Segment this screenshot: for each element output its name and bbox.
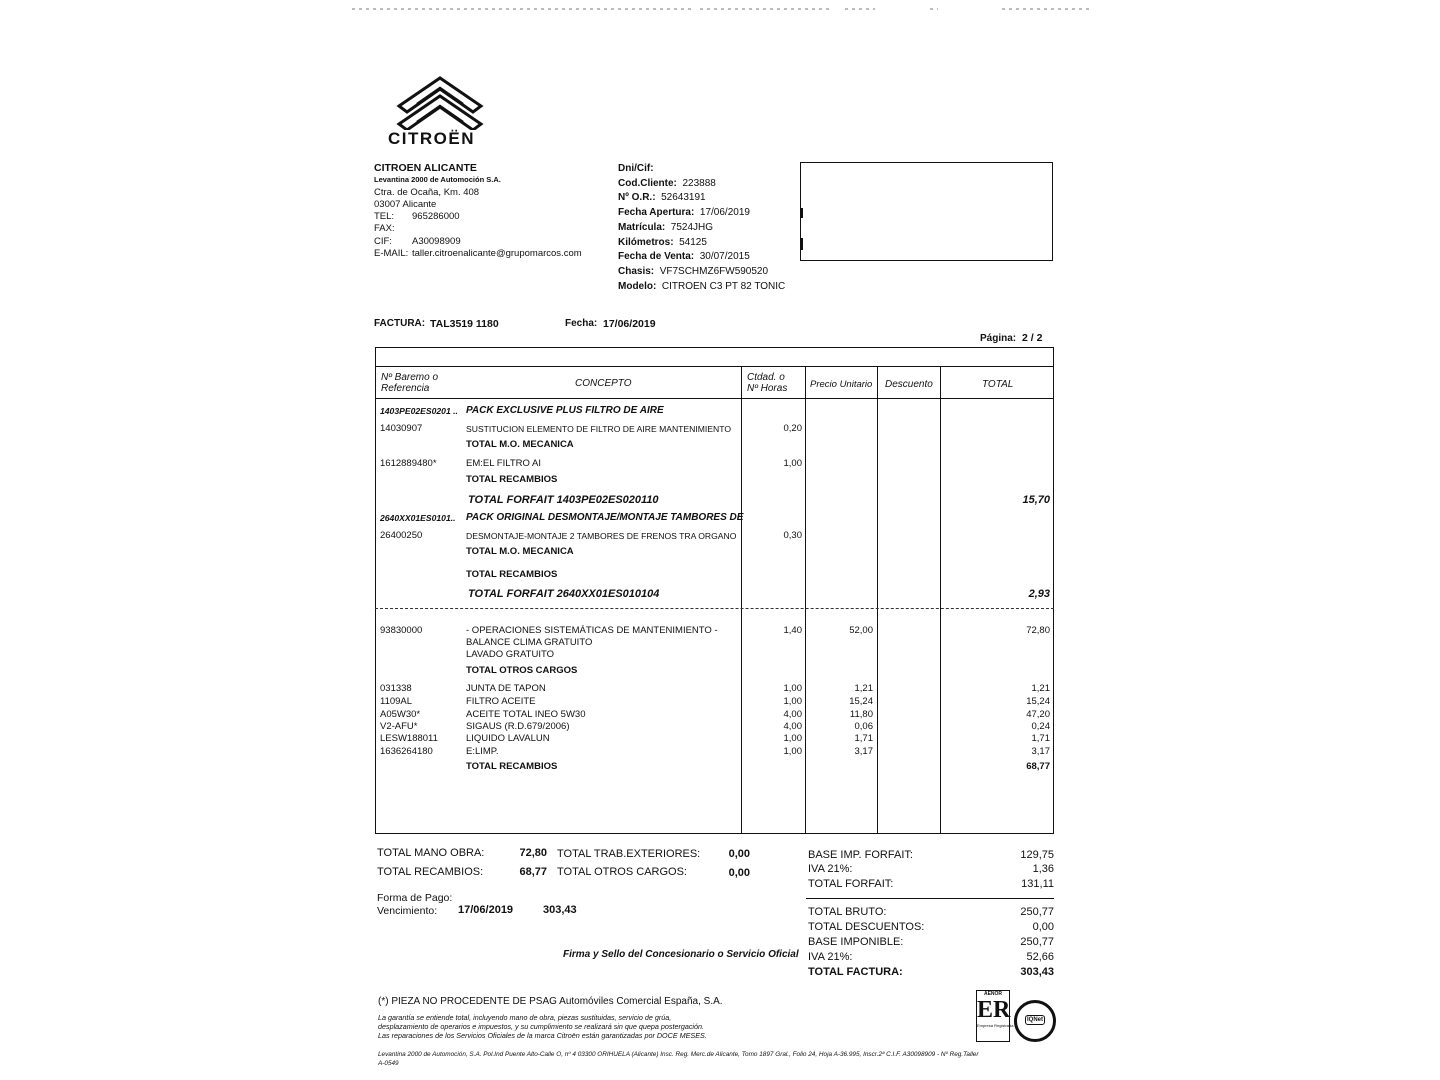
summary-value: 131,11 [1021, 878, 1054, 890]
warranty-line-1: La garantía se entiende total, incluyendo mano de obra, piezas sustituidas, servicio de grúa, [378, 1013, 672, 1022]
summary-label: TOTAL BRUTO: [808, 906, 887, 918]
header-disc: Descuento [885, 379, 933, 390]
client-chasis: Chasis: VF7SCHMZ6FW590520 [618, 265, 769, 277]
client-dni: Dni/Cif: [618, 163, 654, 174]
aenor-er-certificate-icon: AENOR ER Empresa Registrada [976, 990, 1010, 1042]
client-info [618, 162, 785, 294]
row-ref: A05W30* [380, 709, 421, 720]
row-ref: 1612889480* [380, 458, 437, 469]
header-ref: Nº Baremo o Referencia [381, 372, 439, 394]
row-concept: TOTAL RECAMBIOS [466, 474, 558, 485]
col-divider [940, 366, 941, 834]
row-total: 15,70 [1022, 494, 1050, 506]
box-mark [801, 208, 803, 218]
vencimiento-importe: 303,43 [543, 904, 577, 916]
row-total: 1,21 [1031, 683, 1050, 694]
row-concept: TOTAL FORFAIT 2640XX01ES010104 [468, 588, 660, 600]
iqnet-certificate-icon: IQNet [1014, 1000, 1056, 1042]
client-or: Nº O.R.: 52643191 [618, 192, 706, 204]
row-qty: 1,00 [783, 696, 802, 707]
summary-label: BASE IMP. FORFAIT: [808, 849, 913, 861]
row-concept: JUNTA DE TAPON [466, 683, 546, 694]
pagina-label: Página: [980, 333, 1017, 344]
trab-ext-value: 0,00 [728, 848, 750, 860]
row-qty: 0,30 [783, 530, 802, 541]
row-qty: 4,00 [783, 721, 802, 732]
legal-line-2: A-0549 [378, 1060, 399, 1067]
row-concept: TOTAL M.O. MECANICA [466, 546, 574, 557]
col-divider [877, 366, 878, 834]
warranty-line-3: Las reparaciones de los Servicios Oficiales de la marca Citroën están garantizadas por DOCE MESES. [378, 1031, 707, 1040]
row-total: 3,17 [1031, 746, 1050, 757]
summary-label: IVA 21%: [808, 951, 853, 963]
otros-value: 0,00 [728, 867, 750, 879]
trab-ext-label: TOTAL TRAB.EXTERIORES: [557, 848, 701, 860]
row-concept: TOTAL RECAMBIOS [466, 761, 558, 772]
row-ref: 1403PE02ES0201 .. [380, 406, 458, 416]
row-total: 47,20 [1026, 709, 1050, 720]
row-ref: 031338 [380, 683, 412, 694]
row-concept: TOTAL RECAMBIOS [466, 569, 558, 580]
factura-label: FACTURA: [374, 318, 426, 329]
summary-label: IVA 21%: [808, 863, 853, 875]
row-qty: 0,20 [783, 423, 802, 434]
row-ref: V2-AFU* [380, 721, 418, 732]
client-fecha-apertura: Fecha Apertura: 17/06/2019 [618, 207, 750, 219]
row-qty: 1,00 [783, 733, 802, 744]
scan-noise [700, 8, 830, 10]
mano-obra-label: TOTAL MANO OBRA: [377, 847, 485, 859]
dealer-name: CITROEN ALICANTE [374, 162, 477, 174]
dealer-email: E-MAIL: taller.citroenalicante@grupomarcos.com [374, 248, 582, 260]
row-qty: 1,00 [783, 458, 802, 469]
dealer-info [374, 162, 582, 260]
firma-label: Firma y Sello del Concesionario o Servicio Oficial [563, 949, 799, 960]
forma-pago-label: Forma de Pago: [377, 892, 453, 904]
row-concept: - OPERACIONES SISTEMÁTICAS DE MANTENIMIENTO - [466, 625, 718, 636]
header-concepto: CONCEPTO [575, 378, 632, 389]
row-concept: ACEITE TOTAL INEO 5W30 [466, 709, 586, 720]
header-price: Precio Unitario [810, 379, 873, 390]
client-modelo: Modelo: CITROEN C3 PT 82 TONIC [618, 280, 786, 292]
row-concept: SIGAUS (R.D.679/2006) [466, 721, 570, 732]
row-price: 3,17 [854, 746, 873, 757]
row-qty: 1,00 [783, 746, 802, 757]
pagina-value: 2 / 2 [1022, 332, 1043, 344]
row-total: 0,24 [1031, 721, 1050, 732]
row-price: 1,71 [854, 733, 873, 744]
legal-line-1: Levantina 2000 de Automoción, S.A. Pol.Ind Puente Alto-Calle O, nº 4 03300 ORIHUELA (Alicante) Insc. Reg. Merc.de Alicante, Tomo 1897 Gral., Folio 24, Hoja A-36.995, Inscr.2ª C.I.F. A30098909 - Nº Reg.Taller [378, 1051, 979, 1058]
row-concept: TOTAL FORFAIT 1403PE02ES020110 [468, 494, 659, 506]
summary-value: 52,66 [1026, 951, 1054, 963]
dealer-cif: CIF: A30098909 [374, 235, 461, 247]
row-total: 68,77 [1026, 761, 1050, 772]
customer-address-box [800, 162, 1053, 261]
row-ref: 26400250 [380, 530, 423, 541]
row-price: 15,24 [849, 696, 873, 707]
client-code: Cod.Cliente: 223888 [618, 177, 716, 189]
scan-noise [930, 8, 938, 10]
row-price: 11,80 [849, 709, 873, 720]
totals-divider [806, 898, 1054, 899]
row-price: 52,00 [849, 625, 873, 636]
row-concept: SUSTITUCION ELEMENTO DE FILTRO DE AIRE MANTENIMIENTO [466, 424, 732, 434]
fecha-label: Fecha: [565, 318, 598, 329]
row-concept: PACK ORIGINAL DESMONTAJE/MONTAJE TAMBORES DE [466, 512, 744, 523]
otros-label: TOTAL OTROS CARGOS: [557, 866, 687, 878]
row-concept: TOTAL M.O. MECANICA [466, 439, 574, 450]
summary-label: BASE IMPONIBLE: [808, 936, 904, 948]
warranty-line-2: desplazamiento de operarios e impuestos, y su cumplimiento se realizará sin que quepa postergación. [378, 1022, 705, 1031]
summary-value: 0,00 [1032, 921, 1054, 933]
row-qty: 4,00 [783, 709, 802, 720]
row-concept: DESMONTAJE-MONTAJE 2 TAMBORES DE FRENOS TRA ORGANO [466, 531, 737, 541]
row-total: 1,71 [1031, 733, 1050, 744]
header-qty: Ctdad. o Nº Horas [747, 372, 788, 394]
row-price: 0,06 [854, 721, 873, 732]
summary-value: 250,77 [1020, 936, 1054, 948]
header-total: TOTAL [982, 379, 1014, 390]
summary-label: TOTAL FORFAIT: [808, 878, 894, 890]
row-ref: 2640XX01ES0101.. [380, 513, 456, 523]
row-concept: E:LIMP. [466, 746, 499, 757]
row-concept: FILTRO ACEITE [466, 696, 536, 707]
col-divider [805, 366, 806, 834]
row-ref: 1109AL [380, 696, 413, 707]
table-divider [375, 366, 1054, 367]
scan-noise [352, 8, 692, 10]
row-concept: PACK EXCLUSIVE PLUS FILTRO DE AIRE [466, 405, 664, 416]
summary-label: TOTAL FACTURA: [808, 966, 903, 978]
recambios-label: TOTAL RECAMBIOS: [377, 866, 484, 878]
dealer-tel: TEL: 965286000 [374, 211, 460, 223]
vencimiento-fecha: 17/06/2019 [458, 904, 514, 916]
citroen-chevrons-logo [385, 70, 495, 130]
box-mark [801, 238, 803, 250]
row-ref: 93830000 [380, 625, 423, 636]
row-qty: 1,00 [783, 683, 802, 694]
row-ref: LESW188011 [380, 733, 438, 744]
col-divider [741, 366, 742, 834]
scan-noise [845, 8, 875, 10]
factura-number: TAL3519 1180 [430, 318, 499, 330]
dealer-company: Levantina 2000 de Automoción S.A. [374, 175, 501, 185]
summary-value: 1,36 [1032, 863, 1054, 875]
row-total: 2,93 [1028, 588, 1050, 600]
recambios-value: 68,77 [519, 866, 547, 878]
row-ref: 14030907 [380, 423, 423, 434]
scan-noise [1002, 8, 1090, 10]
row-concept: EM:EL FILTRO AI [466, 458, 541, 469]
summary-value: 129,75 [1020, 849, 1054, 861]
dealer-address: Ctra. de Ocaña, Km. 408 [374, 186, 480, 198]
table-divider [375, 398, 1054, 399]
dealer-city: 03007 Alicante [374, 198, 437, 210]
brand-name: CITROËN [388, 129, 475, 148]
row-concept: BALANCE CLIMA GRATUITO [466, 637, 593, 648]
row-price: 1,21 [854, 683, 873, 694]
summary-value: 303,43 [1020, 966, 1054, 978]
client-matricula: Matrícula: 7524JHG [618, 221, 714, 233]
client-km: Kilómetros: 54125 [618, 236, 707, 248]
client-fecha-venta: Fecha de Venta: 30/07/2015 [618, 251, 750, 263]
row-concept: LIQUIDO LAVALUN [466, 733, 550, 744]
summary-label: TOTAL DESCUENTOS: [808, 921, 925, 933]
vencimiento-label: Vencimiento: [377, 905, 438, 917]
mano-obra-value: 72,80 [519, 847, 547, 859]
row-concept: TOTAL OTROS CARGOS [466, 665, 578, 676]
row-total: 15,24 [1026, 696, 1050, 707]
row-qty: 1,40 [783, 625, 802, 636]
row-total: 72,80 [1026, 625, 1050, 636]
fecha-value: 17/06/2019 [603, 318, 656, 330]
footer-note: (*) PIEZA NO PROCEDENTE DE PSAG Automóviles Comercial España, S.A. [378, 996, 723, 1007]
section-separator [375, 608, 1054, 609]
row-concept: LAVADO GRATUITO [466, 649, 554, 660]
row-ref: 1636264180 [380, 746, 433, 757]
summary-value: 250,77 [1020, 906, 1054, 918]
dealer-fax: FAX: [374, 223, 395, 235]
